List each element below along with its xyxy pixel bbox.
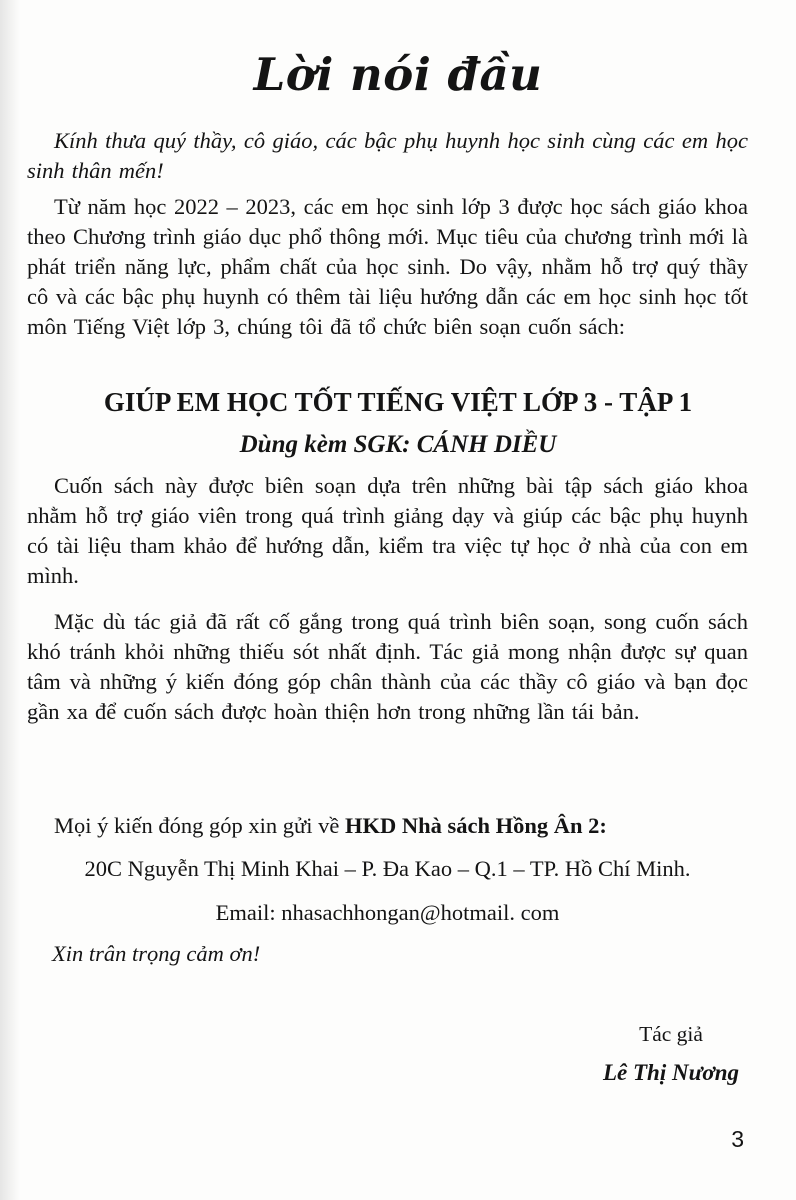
- scan-edge-shadow: [0, 0, 20, 1200]
- signature-block: [596, 1022, 746, 1086]
- address-line: 20C Nguyễn Thị Minh Khai – P. Đa Kao – Q.1 – TP. Hồ Chí Minh.: [84, 856, 691, 881]
- page-number: 3: [731, 1126, 744, 1152]
- book-title: GIÚP EM HỌC TỐT TIẾNG VIỆT LỚP 3 - TẬP 1: [103, 387, 693, 417]
- page-title: Lời nói đầu: [253, 48, 543, 101]
- intro-paragraph: Từ năm học 2022 – 2023, các em học sinh lớp 3 được học sách giáo khoa theo Chương trình giáo dục phổ thông mới. Mục tiêu của chương trình mới là phát triển năng lực, phẩm chất của học sinh. Do vậy, nhằm hỗ trợ quý thầy cô và các bậc phụ huynh có thêm tài liệu hướng dẫn các em học sinh học tốt môn Tiếng Việt lớp 3, chúng tôi đã tổ chức biên soạn cuốn sách:: [27, 194, 748, 339]
- publisher-name: HKD Nhà sách Hồng Ân 2:: [344, 813, 607, 838]
- signature-name: Lê Thị Nương: [602, 1060, 739, 1085]
- greeting-paragraph: Kính thưa quý thầy, cô giáo, các bậc phụ huynh học sinh cùng các em học sinh thân mến!: [27, 128, 748, 183]
- book-subtitle: Dùng kèm SGK: CÁNH DIỀU: [239, 431, 557, 458]
- apology-paragraph: Mặc dù tác giả đã rất cố gắng trong quá trình biên soạn, song cuốn sách khó tránh khỏi những thiếu sót nhất định. Tác giả mong nhận được sự quan tâm và những ý kiến đóng góp chân thành của các thầy cô giáo và bạn đọc gần xa để cuốn sách được hoàn thiện hơn trong những lần tái bản.: [27, 609, 748, 724]
- contact-prefix: Mọi ý kiến đóng góp xin gửi về: [54, 813, 345, 838]
- thanks-line: Xin trân trọng cảm ơn!: [52, 941, 261, 966]
- purpose-paragraph: Cuốn sách này được biên soạn dựa trên những bài tập sách giáo khoa nhằm hỗ trợ giáo viên trong quá trình giảng dạy và giúp các bậc phụ huynh có tài liệu tham khảo để hướng dẫn, kiểm tra việc tự học ở nhà của con em mình.: [27, 473, 748, 588]
- email-line: Email: nhasachhongan@hotmail. com: [215, 900, 560, 925]
- signature-role: Tác giả: [639, 1022, 703, 1046]
- contact-line: [27, 813, 748, 839]
